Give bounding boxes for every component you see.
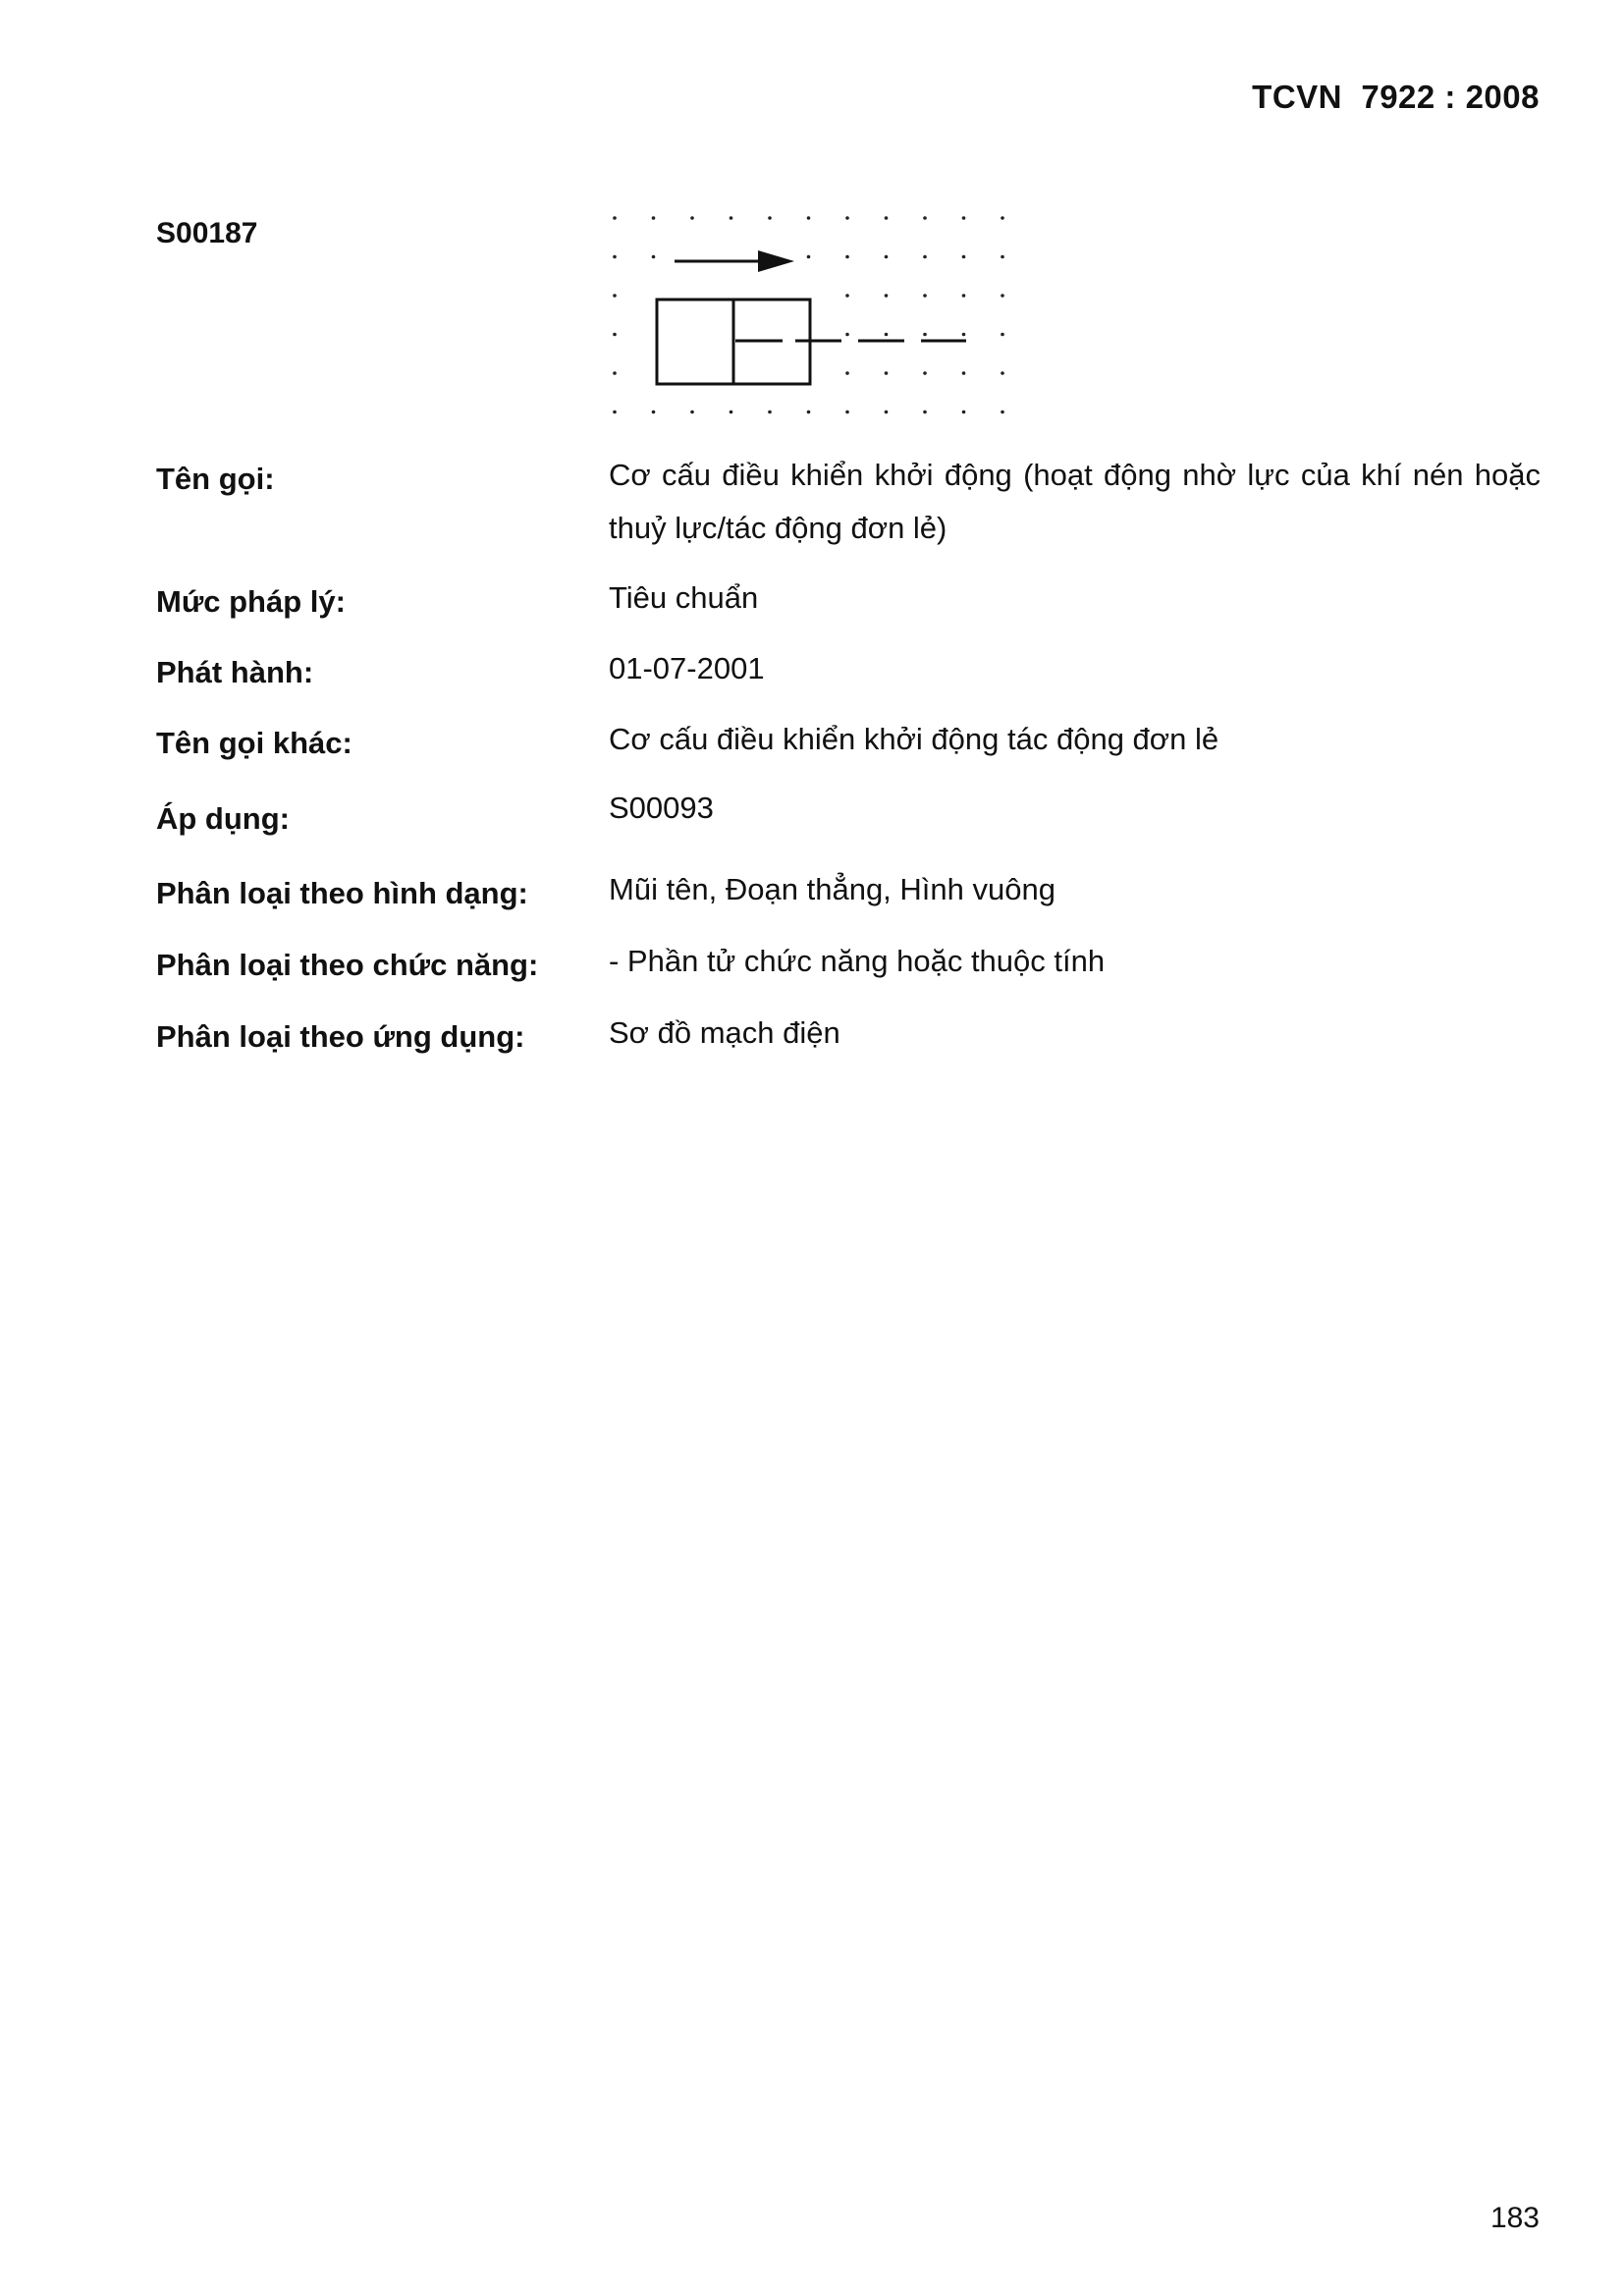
grid-dot [730,216,733,220]
grid-dot [885,216,889,220]
field-value: Tiêu chuẩn [609,580,759,615]
field-label: Phân loại theo hình dạng: [156,876,528,910]
grid-dot [613,410,617,414]
grid-dot [652,255,656,259]
grid-dot [923,371,927,375]
field-label: Phát hành: [156,655,314,689]
grid-dot [1001,294,1004,298]
field-label: Áp dụng: [156,801,291,836]
page-number: 183 [1489,2202,1540,2234]
grid-dot [1001,216,1004,220]
grid-dot [1001,410,1004,414]
grid-dot [845,333,849,337]
grid-dot [845,216,849,220]
field-value: Cơ cấu điều khiển khởi động (hoạt động nhờ lực của khí nén hoặc thuỷ lực/tác động đơn lẻ) [609,458,1541,545]
grid-dot [923,294,927,298]
grid-dot [845,294,849,298]
grid-dot [845,255,849,259]
grid-dot [613,333,617,337]
grid-dot [807,216,811,220]
field-label: Phân loại theo chức năng: [156,948,539,982]
grid-dot [613,216,617,220]
field-value: Mũi tên, Đoạn thẳng, Hình vuông [609,872,1056,906]
grid-dot [923,410,927,414]
grid-dot [845,371,849,375]
grid-dot [962,333,966,337]
grid-dot [962,410,966,414]
grid-dot [768,216,772,220]
symbol-figure [601,196,1023,432]
grid-dot [613,371,617,375]
field-value: Sơ đồ mạch điện [609,1015,840,1050]
grid-dot [613,294,617,298]
grid-dot [885,371,889,375]
grid-dot [652,410,656,414]
grid-dot [613,255,617,259]
field-value: Cơ cấu điều khiển khởi động tác động đơn lẻ [609,722,1219,756]
grid-dot [962,255,966,259]
grid-dot [1001,371,1004,375]
grid-dot [1001,255,1004,259]
field-value: 01-07-2001 [609,651,765,685]
symbol-code: S00187 [156,217,258,249]
grid-dot [885,410,889,414]
grid-dot [807,410,811,414]
field-value: - Phần tử chức năng hoặc thuộc tính [609,944,1106,978]
grid-dot [730,410,733,414]
grid-dot [690,216,694,220]
grid-dot [923,255,927,259]
field-label: Phân loại theo ứng dụng: [156,1019,525,1054]
grid-dot [690,410,694,414]
field-label: Tên gọi khác: [156,726,352,760]
grid-dot [845,410,849,414]
grid-dot [962,371,966,375]
grid-dot [1001,333,1004,337]
arrow-line-icon [675,250,794,272]
grid-dot [962,216,966,220]
grid-dot [885,255,889,259]
grid-dot [885,294,889,298]
double-square-icon [657,300,810,384]
grid-dot [962,294,966,298]
field-label: Mức pháp lý: [156,584,346,619]
grid-dot [923,333,927,337]
grid-dot [807,255,811,259]
field-label: Tên gọi: [156,462,275,496]
grid-dot [923,216,927,220]
field-value: S00093 [609,791,714,825]
standard-header: TCVN 7922 : 2008 [1252,79,1540,115]
grid-dot [652,216,656,220]
grid-dot [768,410,772,414]
grid-dot [885,333,889,337]
